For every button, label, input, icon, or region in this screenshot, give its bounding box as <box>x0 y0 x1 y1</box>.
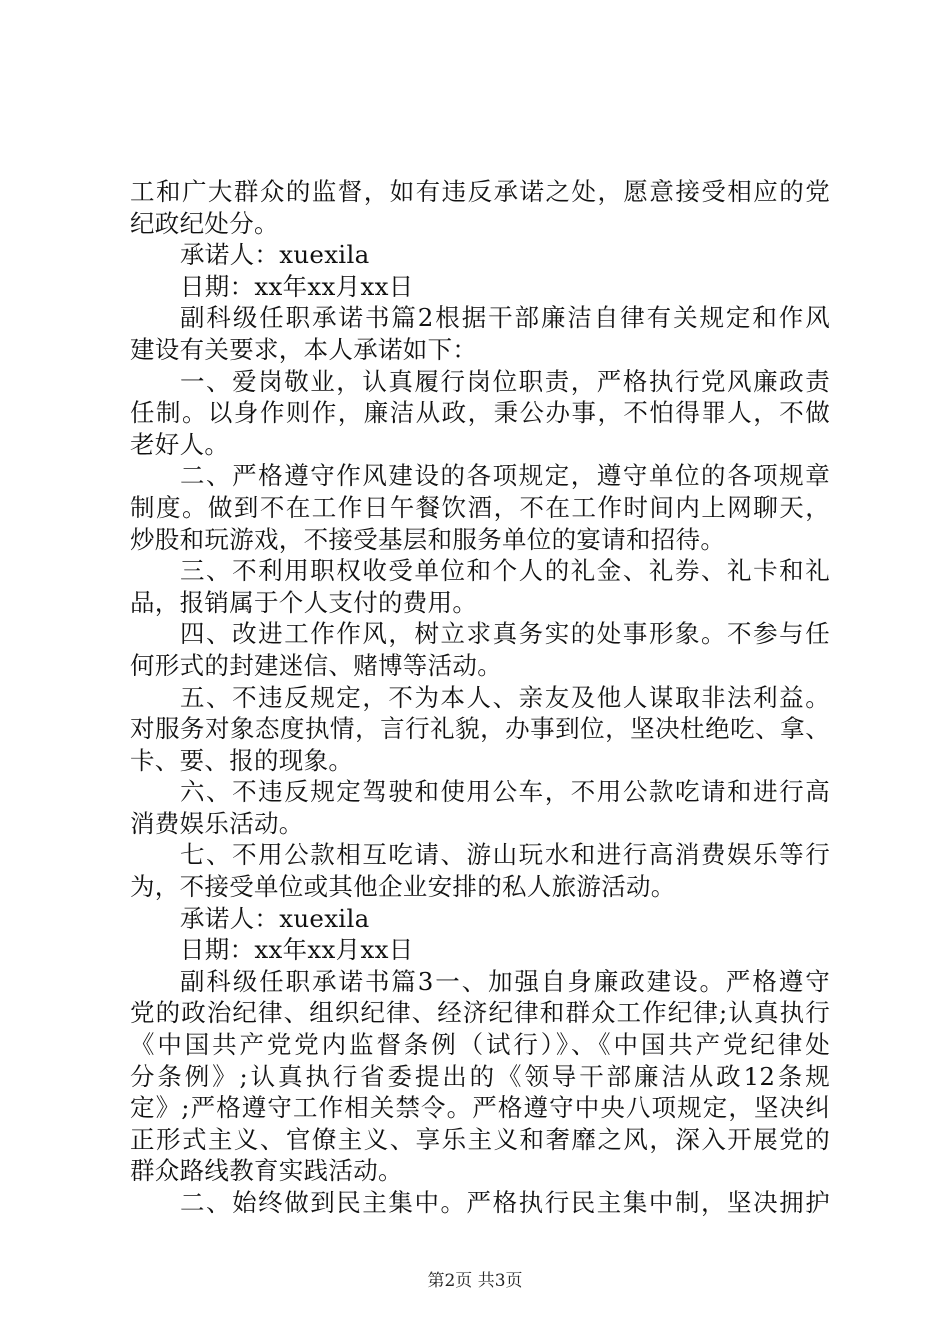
text-line: 副科级任职承诺书篇3一、加强自身廉政建设。严格遵守 <box>180 966 830 996</box>
text-line: 正形式主义、官僚主义、享乐主义和奢靡之风，深入开展党的 <box>130 1124 830 1154</box>
text-line: 工和广大群众的监督，如有违反承诺之处，愿意接受相应的党 <box>130 177 830 206</box>
text-line: 对服务对象态度执情，言行礼貌，办事到位，坚决杜绝吃、拿、 <box>130 714 830 744</box>
text-line: 群众路线教育实践活动。 <box>130 1156 403 1186</box>
text-line: 七、不用公款相互吃请、游山玩水和进行高消费娱乐等行 <box>180 840 830 870</box>
text-line: 任制。以身作则作，廉洁从政，秉公办事，不怕得罪人，不做 <box>130 398 830 428</box>
text-line: 二、严格遵守作风建设的各项规定，遵守单位的各项规章 <box>180 461 830 491</box>
text-line: 定》;严格遵守工作相关禁令。严格遵守中央八项规定，坚决纠 <box>130 1093 830 1123</box>
text-line: 老好人。 <box>130 429 230 459</box>
text-line: 副科级任职承诺书篇2根据干部廉洁自律有关规定和作风 <box>180 303 830 333</box>
text-line: 消费娱乐活动。 <box>130 808 304 838</box>
text-line: 二、始终做到民主集中。严格执行民主集中制，坚决拥护 <box>180 1188 830 1217</box>
text-line: 卡、要、报的现象。 <box>130 745 354 775</box>
text-line: 五、不违反规定，不为本人、亲友及他人谋取非法利益。 <box>180 682 830 712</box>
text-line: 三、不利用职权收受单位和个人的礼金、礼券、礼卡和礼 <box>180 556 830 586</box>
text-line: 一、爱岗敬业，认真履行岗位职责，严格执行党风廉政责 <box>180 366 830 396</box>
document-body <box>130 176 830 1219</box>
text-line: 为，不接受单位或其他企业安排的私人旅游活动。 <box>130 872 676 902</box>
text-line: 何形式的封建迷信、赌博等活动。 <box>130 650 502 680</box>
text-line: 炒股和玩游戏，不接受基层和服务单位的宴请和招待。 <box>130 524 726 554</box>
text-line: 四、改进工作作风，树立求真务实的处事形象。不参与任 <box>180 619 830 649</box>
text-line: 建设有关要求，本人承诺如下： <box>130 334 478 364</box>
text-line: 《中国共产党党内监督条例（试行）》、《中国共产党纪律处 <box>130 1030 830 1060</box>
text-line: 党的政治纪律、组织纪律、经济纪律和群众工作纪律;认真执行 <box>130 998 830 1028</box>
text-line: 日期：xx年xx月xx日 <box>180 271 414 301</box>
text-line: 承诺人：xuexila <box>180 240 370 270</box>
text-line: 日期：xx年xx月xx日 <box>180 935 414 965</box>
text-line: 承诺人：xuexila <box>180 903 370 933</box>
text-line: 制度。做到不在工作日午餐饮酒，不在工作时间内上网聊天， <box>130 492 830 522</box>
text-line: 分条例》;认真执行省委提出的《领导干部廉洁从政12条规 <box>130 1061 830 1091</box>
text-line: 纪政纪处分。 <box>130 208 279 238</box>
text-line: 品，报销属于个人支付的费用。 <box>130 587 478 617</box>
text-line: 六、不违反规定驾驶和使用公车，不用公款吃请和进行高 <box>180 777 830 807</box>
page-number-footer: 第2页 共3页 <box>427 1271 523 1291</box>
